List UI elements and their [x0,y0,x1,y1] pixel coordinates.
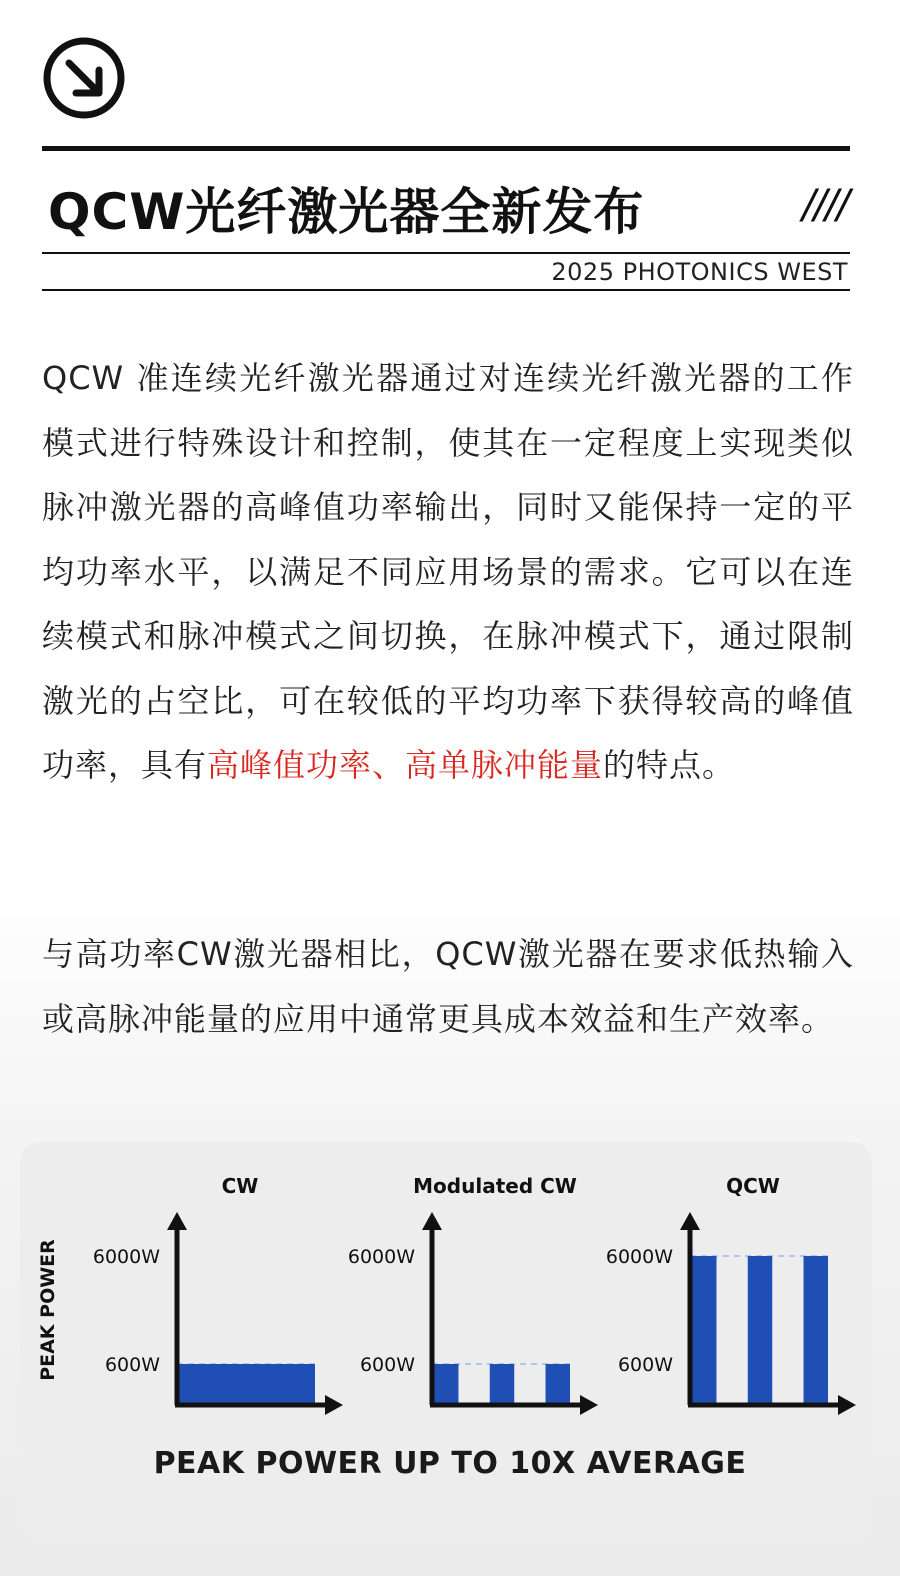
y-axis-arrow [422,1212,442,1230]
power-bar [546,1364,570,1405]
x-axis-arrow [838,1395,856,1415]
tick-label: 6000W [92,1246,160,1268]
tick-label: 600W [359,1354,415,1376]
panel-title: Modulated CW [413,1174,577,1198]
power-bar [692,1256,716,1405]
intro-text-end: 的特点。 [603,746,736,784]
x-axis-arrow [325,1395,343,1415]
power-bar [748,1256,772,1405]
tick-label: 6000W [347,1246,415,1268]
event-subtitle: 2025 PHOTONICS WEST [551,258,848,286]
panel-title: QCW [726,1174,780,1198]
highlight-text: 高峰值功率、高单脉冲能量 [207,746,604,784]
intro-text: QCW 准连续光纤激光器通过对连续光纤激光器的工作模式进行特殊设计和控制，使其在一定程度上实现类似脉冲激光器的高峰值功率输出，同时又能保持一定的平均功率水平，以满足不同应用场景的需求。它可以在连续模式和脉冲模式之间切换，在脉冲模式下，通过限制激光的占空比，可在较低的平均功率下获得较高的峰值功率，具有 [42,359,854,784]
panel-title: CW [221,1174,259,1198]
tick-label: 600W [104,1354,160,1376]
power-bar [490,1364,514,1405]
x-axis-arrow [580,1395,598,1415]
tick-label: 600W [617,1354,673,1376]
y-axis-label: PEAK POWER [37,1239,59,1381]
comparison-paragraph: 与高功率CW激光器相比，QCW激光器在要求低热输入或高脉冲能量的应用中通常更具成本效益和生产效率。 [42,935,854,1038]
chart-caption: PEAK POWER UP TO 10X AVERAGE [153,1446,747,1481]
y-axis-arrow [680,1212,700,1230]
page-title: QCW光纤激光器全新发布 [48,183,645,241]
power-bar [804,1256,828,1405]
title-decoration: //// [802,182,848,228]
power-bar [179,1364,315,1405]
tick-label: 6000W [605,1246,673,1268]
y-axis-arrow [167,1212,187,1230]
power-bar [434,1364,458,1405]
